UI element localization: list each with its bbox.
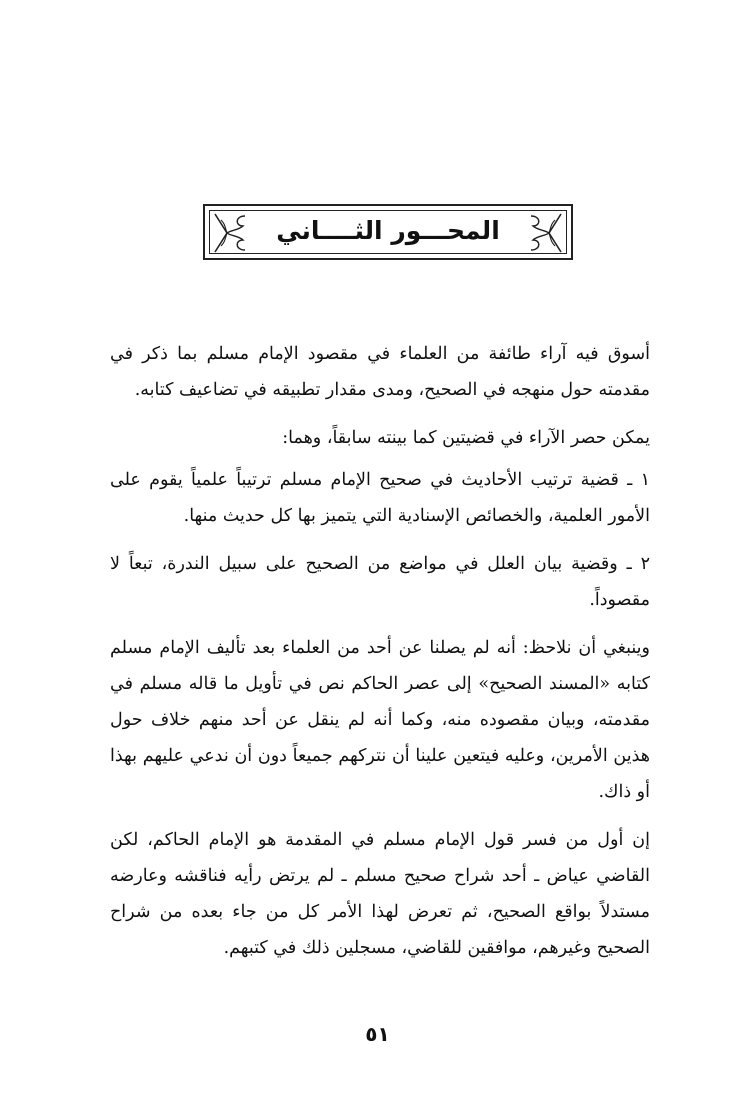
paragraph: ١ ـ قضية ترتيب الأحاديث في صحيح الإمام مسلم ترتيباً علمياً يقوم على الأمور العلمية، والخصائص الإسنادية التي يتميز بها كل حديث منها.	[110, 470, 650, 526]
paragraph: ٢ ـ وقضية بيان العلل في مواضع من الصحيح على سبيل الندرة، تبعاً لا مقصوداً.	[110, 554, 650, 610]
paragraph: يمكن حصر الآراء في قضيتين كما بينته سابقاً، وهما:	[282, 428, 650, 448]
chapter-heading-frame	[203, 204, 573, 260]
paragraph: وينبغي أن نلاحظ: أنه لم يصلنا عن أحد من العلماء بعد تأليف الإمام مسلم كتابه «المسند الصحيح» إلى عصر الحاكم نص في تأويل ما قاله مسلم في مقدمته، وبيان مقصوده منه، وكما أنه لم ينقل عن أحد منهم خلاف حول هذين الأمرين، وعليه فيتعين علينا أن نتركهم جميعاً دون أن ندعي عليهم بهذا أو ذاك.	[110, 638, 650, 802]
corner-scroll-ornament-icon	[529, 212, 563, 254]
paragraph: أسوق فيه آراء طائفة من العلماء في مقصود الإمام مسلم بما ذكر في مقدمته حول منهجه في الصحيح، ومدى مقدار تطبيقه في تضاعيف كتابه.	[110, 344, 650, 400]
corner-scroll-ornament-icon	[213, 212, 247, 254]
page-number: ٥١	[365, 1022, 390, 1046]
paragraph: إن أول من فسر قول الإمام مسلم في المقدمة هو الإمام الحاكم، لكن القاضي عياض ـ أحد شراح صحيح مسلم ـ لم يرتض رأيه فناقشه وعارضه مستدلاً بواقع الصحيح، ثم تعرض لهذا الأمر كل من جاء بعده من شراح الصحيح وغيرهم، موافقين للقاضي، مسجلين ذلك في كتبهم.	[110, 830, 650, 958]
body-text	[110, 336, 650, 978]
chapter-title: المحـــور الثــــاني	[276, 216, 500, 245]
